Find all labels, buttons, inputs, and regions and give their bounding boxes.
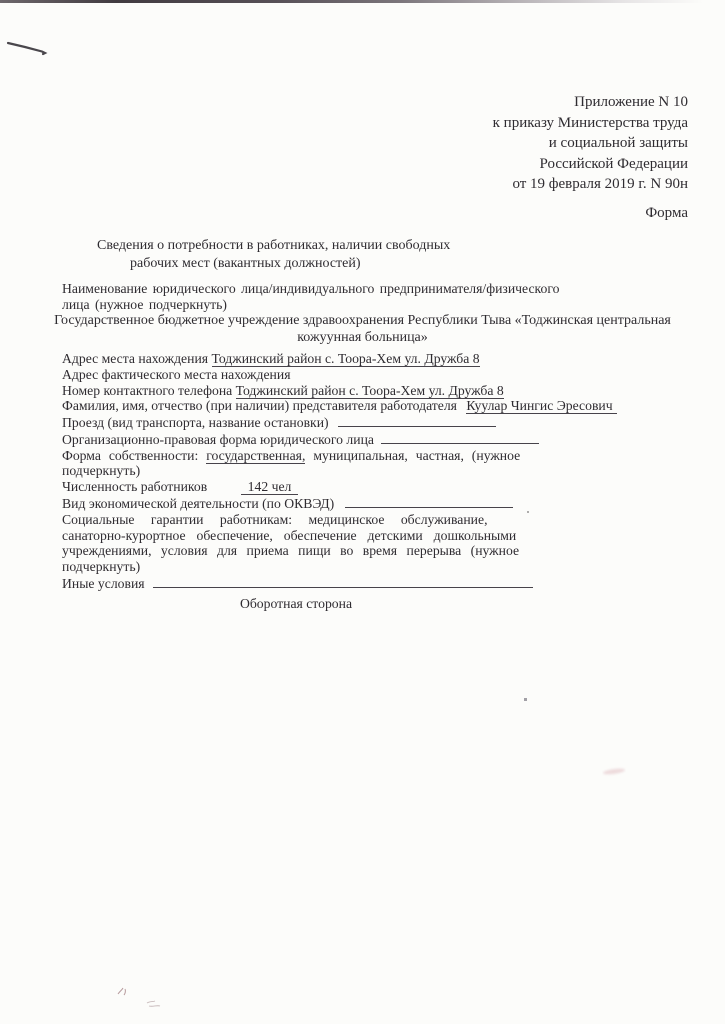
employer-name-value-line1: Государственное бюджетное учреждение здравоохранения Республики Тыва «Тоджинская центральная — [54, 313, 671, 328]
social-guarantees-line3: учреждениями, условия для приема пищи во время перерыва (нужное — [62, 543, 520, 559]
ink-smudge-artifact — [603, 767, 625, 775]
document-title — [0, 237, 450, 273]
reverse-side-note: Оборотная сторона — [239, 596, 353, 611]
order-reference-line: к приказу Министерства труда — [492, 114, 688, 131]
field-social-line4 — [62, 559, 672, 575]
representative-label: Фамилия, имя, отчество (при наличии) представителя работодателя — [62, 398, 457, 414]
headcount-label: Численность работников — [62, 479, 208, 495]
federation-line: Российской Федерации — [539, 155, 688, 172]
field-ownership-tail — [62, 463, 672, 479]
employer-name-label-line1: Наименование юридического лица/индивидуального предпринимателя/физического — [62, 281, 560, 296]
employer-name-label-line2: лица (нужное подчеркнуть) — [62, 296, 227, 312]
actual-address-label: Адрес фактического места нахождения — [62, 366, 291, 382]
ownership-label: Форма собственности: — [62, 447, 199, 463]
field-social-line2 — [62, 528, 672, 544]
other-conditions-blank-line — [153, 575, 533, 588]
okved-label: Вид экономической деятельности (по ОКВЭД) — [62, 496, 335, 512]
form-fields — [62, 351, 672, 592]
field-address — [62, 351, 672, 367]
appendix-number: Приложение N 10 — [574, 94, 688, 110]
address-value: Тоджинский район с. Тоора-Хем ул. Дружба 8 — [211, 351, 480, 366]
scanner-edge-artifact — [0, 0, 725, 3]
field-actual-address — [62, 367, 672, 383]
order-date-number: от 19 февраля 2019 г. N 90н — [512, 176, 688, 193]
field-other-conditions — [62, 575, 672, 592]
other-conditions-label: Иные условия — [62, 575, 145, 591]
social-guarantees-line2: санаторно-курортное обеспечение, обеспечение детскими дошкольными — [62, 527, 517, 543]
pen-stroke-artifact — [5, 37, 51, 59]
representative-value: Куулар Чингис Эресович — [466, 398, 616, 414]
field-social-line1 — [62, 512, 672, 528]
form-label: Форма — [645, 205, 688, 221]
field-social-line3 — [62, 543, 672, 559]
transit-blank-line — [338, 414, 496, 427]
legal-form-label: Организационно-правовая форма юридического лица — [62, 431, 374, 447]
address-label: Адрес места нахождения — [62, 351, 209, 366]
ink-smudge-artifact — [145, 999, 163, 1009]
social-guarantees-line1: Социальные гарантии работникам: медицинское обслуживание, — [62, 511, 488, 527]
employer-name-value — [20, 312, 705, 346]
ministry-line: и социальной защиты — [548, 135, 688, 152]
ink-smudge-artifact — [116, 986, 132, 998]
field-ownership — [62, 448, 672, 464]
phone-label: Номер контактного телефона — [62, 382, 233, 398]
social-guarantees-line4: подчеркнуть) — [62, 559, 141, 575]
field-representative — [62, 398, 672, 414]
transit-label: Проезд (вид транспорта, название остановки) — [62, 415, 329, 431]
ownership-tail: подчеркнуть) — [62, 463, 141, 479]
employer-name-value-line2: кожуунная больница» — [297, 330, 428, 345]
okved-blank-line — [345, 495, 513, 508]
employer-name-label — [62, 281, 682, 312]
ownership-other-options: муниципальная, частная, (нужное — [313, 447, 521, 463]
appendix-header — [493, 92, 688, 195]
ink-dot-artifact — [527, 511, 529, 513]
document-title-line1: Сведения о потребности в работниках, наличии свободных — [97, 238, 451, 253]
phone-value: Тоджинский район с. Тоора-Хем ул. Дружба 8 — [235, 382, 504, 398]
field-transit — [62, 414, 672, 431]
ownership-underlined-option: государственная, — [206, 447, 306, 463]
field-phone — [62, 383, 672, 399]
ink-dot-artifact — [524, 698, 527, 701]
headcount-value: 142 чел — [241, 479, 299, 495]
field-okved — [62, 495, 672, 512]
legal-form-blank-line — [381, 431, 539, 444]
document-title-line2: рабочих мест (вакантных должностей) — [130, 256, 361, 271]
field-legal-form — [62, 431, 672, 448]
field-headcount — [62, 479, 672, 495]
